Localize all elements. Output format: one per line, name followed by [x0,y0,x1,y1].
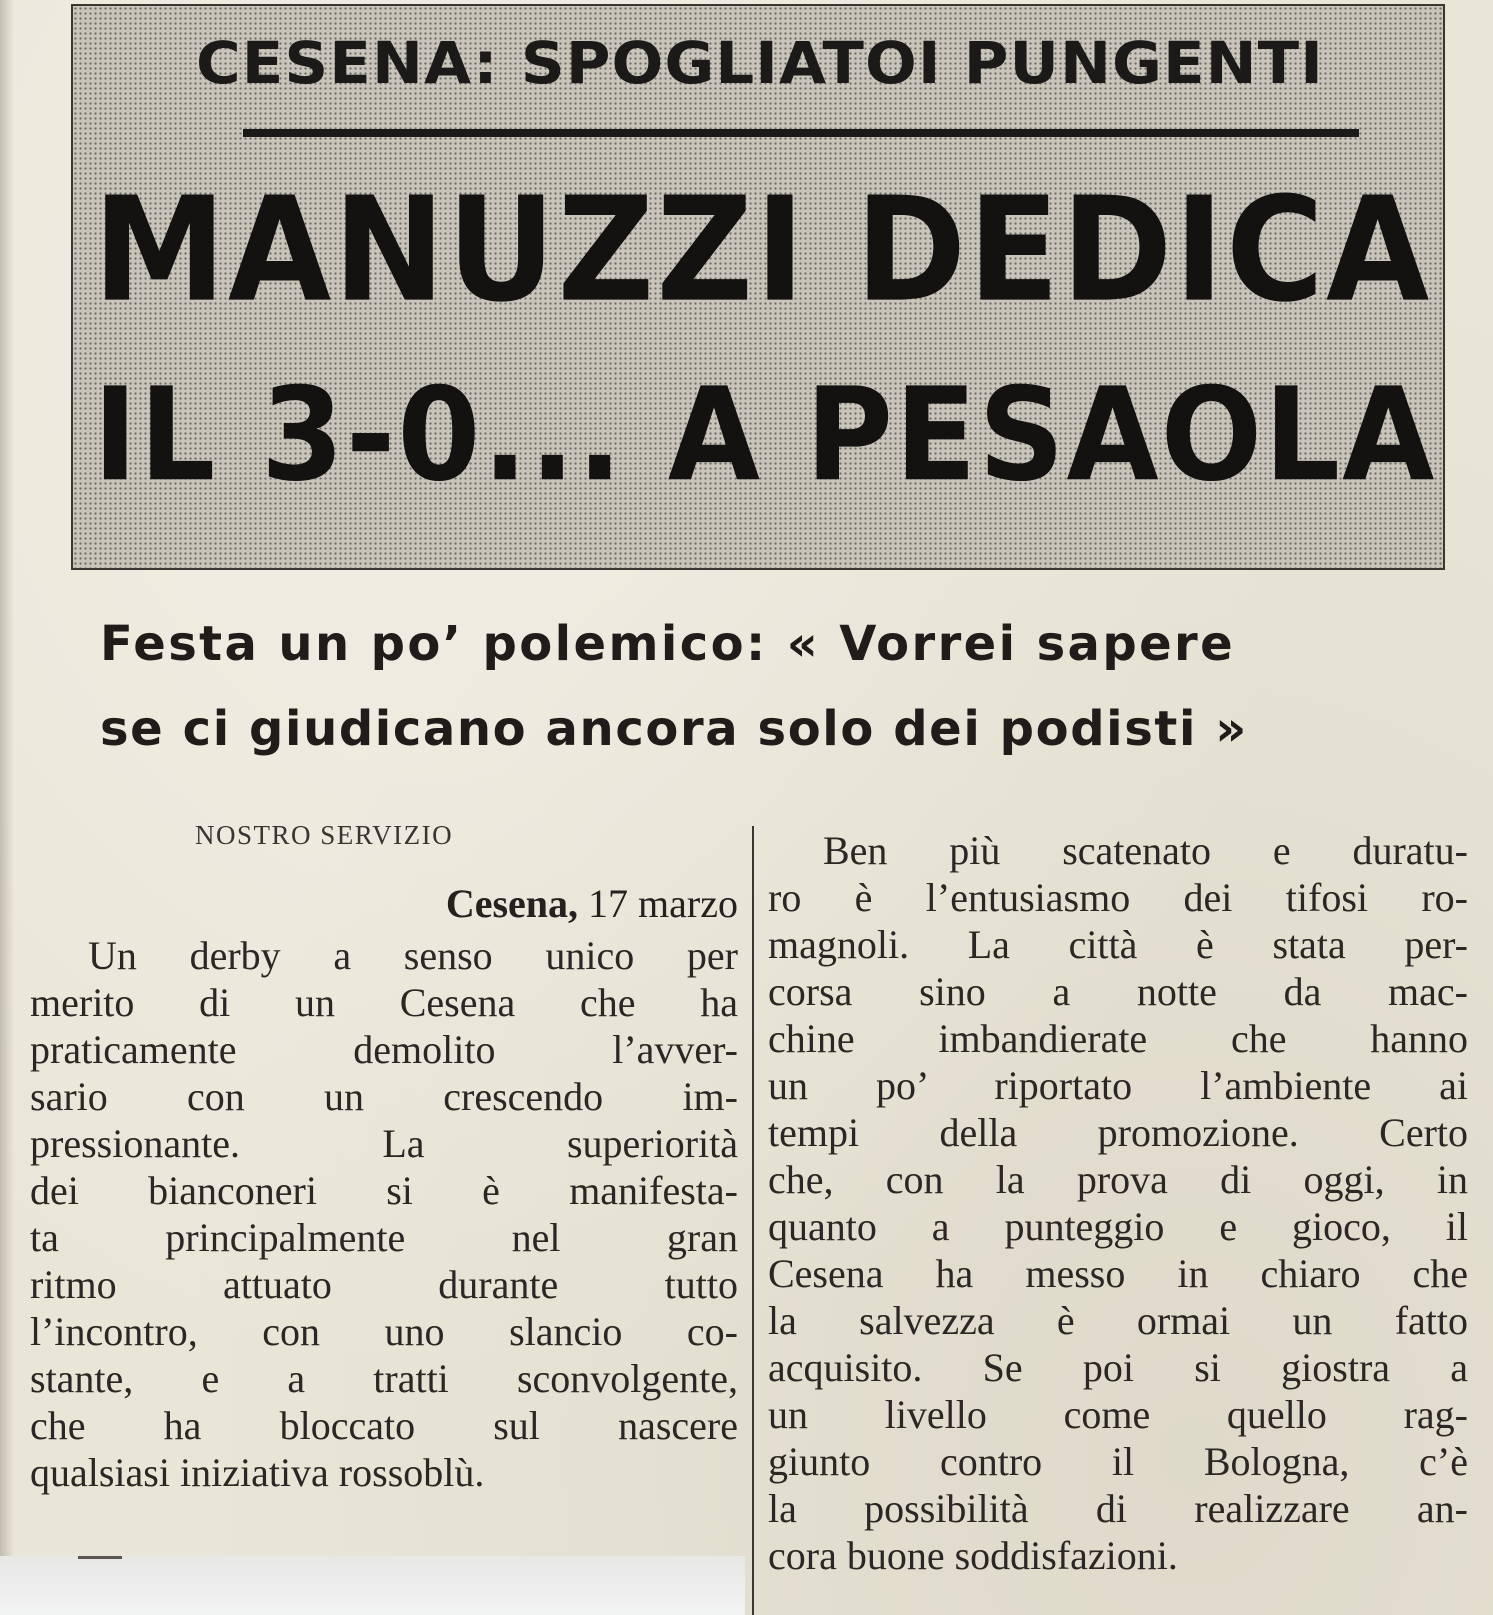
headline-box [71,4,1445,570]
kicker-rule [243,129,1359,137]
article-line: Un derby a senso unico per [88,933,738,978]
article-line: giunto contro il Bologna, c’è [768,1439,1468,1484]
headline-line-2: IL 3-0... A PESAOLA [93,360,1437,511]
article-line: un po’ riportato l’ambiente ai [768,1063,1468,1108]
article-line: magnoli. La città è stata per- [768,922,1468,967]
article-line: chine imbandierate che hanno [768,1016,1468,1061]
article-line: ritmo attuato durante tutto [30,1262,738,1307]
headline-line-1: MANUZZI DEDICA [93,166,1432,335]
article-line: quanto a punteggio e gioco, il [768,1204,1468,1249]
article-line: la possibilità di realizzare an- [768,1486,1468,1531]
article-line: cora buone soddisfazioni. [768,1533,1178,1578]
article-line: l’incontro, con uno slancio co- [30,1309,738,1354]
article-line: Ben più scatenato e duratu- [823,828,1468,873]
article-line: ta principalmente nel gran [30,1215,738,1260]
article-line: sario con un crescendo im- [30,1074,738,1119]
article-line: pressionante. La superiorità [30,1121,738,1166]
article-line: qualsiasi iniziativa rossoblù. [30,1450,485,1495]
subheadline-line-1: Festa un po’ polemico: « Vorrei sapere [100,616,1236,672]
article-line: la salvezza è ormai un fatto [768,1298,1468,1343]
article-right-column [768,827,1468,1579]
article-line: merito di un Cesena che ha [30,980,738,1025]
dateline-place: Cesena, [445,881,579,926]
kicker: CESENA: SPOGLIATOI PUNGENTI [195,29,1324,97]
article-line: tempi della promozione. Certo [768,1110,1468,1155]
page-edge-shadow [0,0,14,1615]
article-line: che, con la prova di oggi, in [768,1157,1468,1202]
column-divider [752,826,754,1615]
article-line: che ha bloccato sul nascere [30,1403,738,1448]
article-line: ro è l’entusiasmo dei tifosi ro- [768,875,1468,920]
article-line: corsa sino a notte da mac- [768,969,1468,1014]
article-line: un livello come quello rag- [768,1392,1468,1437]
article-line: Cesena ha messo in chiaro che [768,1251,1468,1296]
article-left-column [30,932,738,1496]
byline: NOSTRO SERVIZIO [195,820,454,850]
subheadline-line-2: se ci giudicano ancora solo dei podisti » [100,701,1248,757]
article-line: praticamente demolito l’avver- [30,1027,738,1072]
article-line: dei bianconeri si è manifesta- [30,1168,738,1213]
clipping-bottom-edge [0,1556,745,1615]
cut-off-text-fragment [78,1556,122,1559]
dateline [30,880,738,927]
article-line: acquisito. Se poi si giostra a [768,1345,1468,1390]
dateline-date: 17 marzo [588,881,738,926]
article-line: stante, e a tratti sconvolgente, [30,1356,738,1401]
